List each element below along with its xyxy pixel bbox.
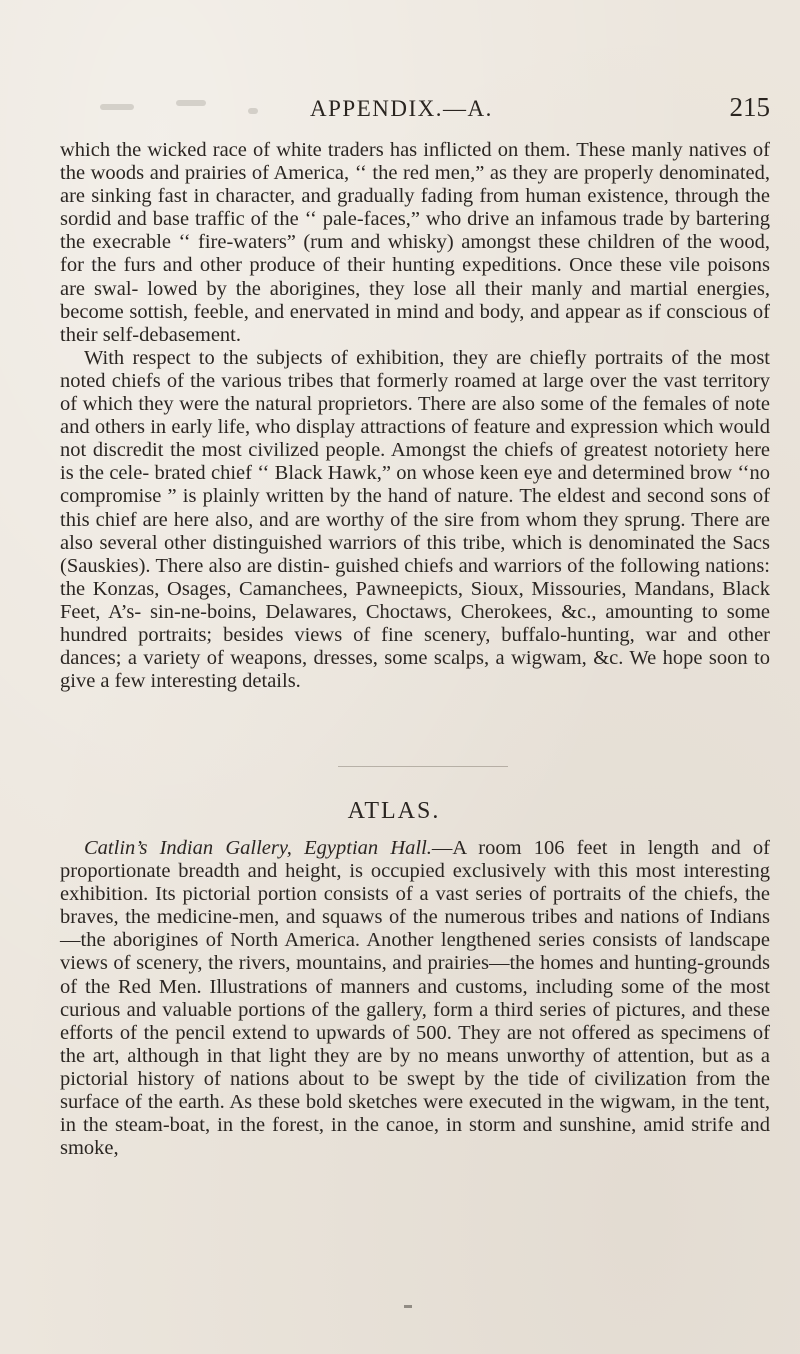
- paragraph-continuation: which the wicked race of white traders has inflicted on them. These manly natives of the woods and prairies of America, ‘‘ the red men,” as they are properly denominated, are sinking fast in character, and gradually fading from human existence, through the sordid and base traffic of the ‘‘ pale-faces,” who drive an infamous trade by bartering the execrable ‘‘ fire-waters” (rum and whisky) amongst these children of the wood, for the furs and other produce of their hunting expeditions. Once these vile poisons are swal- lowed by the aborigines, they lose all their manly and martial energies, become sottish, feeble, and enervated in mind and body, and appear as if conscious of their self-debasement.: [60, 139, 770, 346]
- running-header: [58, 92, 770, 130]
- catchword-mark: [404, 1305, 412, 1308]
- paragraph-exhibition-subjects: With respect to the subjects of exhibition, they are chiefly portraits of the most noted chiefs of the various tribes that formerly roamed at large over the vast territory of which they were the natural proprietors. There are also some of the females of note and others in early life, who display attractions of feature and expression which would not discredit the most civilized people. Amongst the chiefs of greatest notoriety here is the cele- brated chief ‘‘ Black Hawk,” on whose keen eye and determined brow ‘‘no compromise ” is plainly written by the hand of nature. The eldest and second sons of this chief are here also, and are worthy of the sire from whom they sprung. There are also several other distinguished warriors of this tribe, which is denominated the Sacs (Sauskies). There also are distin- guished chiefs and warriors of the following nations: the Konzas, Osages, Camanchees, Pawneepicts, Sioux, Missouries, Mandans, Black Feet, A’s- sin-ne-boins, Delawares, Choctaws, Cherokees, &c., amounting to some hundred portraits; besides views of fine scenery, buffalo-hunting, war and other dances; a variety of weapons, dresses, some scalps, a wigwam, &c. We hope soon to give a few interesting details.: [60, 346, 770, 693]
- paragraph-body: —A room 106 feet in length and of proportionate breadth and height, is occupied exclusively with this most interesting exhibition. Its pictorial portion consists of a vast series of portraits of the chiefs, the braves, the medicine-men, and squaws of the numerous tribes and nations of Indians—the aborigines of North America. Another lengthened series consists of landscape views of scenery, the rivers, mountains, and prairies—the homes and hunting-grounds of the Red Men. Illustrations of manners and customs, including some of the most curious and valuable portions of the gallery, form a third series of pictures, and these efforts of the pencil extend to upwards of 500. They are not offered as specimens of the art, although in that light they are by no means unworthy of attention, but as a pictorial history of nations about to be swept by the tide of civilization from the surface of the earth. As these bold sketches were executed in the wigwam, in the tent, in the steam-boat, in the forest, in the canoe, in storm and sunshine, amid strife and smoke,: [60, 837, 770, 1160]
- paragraph-lead: Catlin’s Indian Gallery, Egyptian Hall.: [84, 837, 432, 859]
- atlas-section-text: [60, 837, 770, 1160]
- running-title: APPENDIX.—A.: [310, 96, 493, 121]
- appendix-text: [60, 139, 770, 693]
- section-title: ATLAS.: [347, 798, 441, 824]
- section-divider: [338, 766, 508, 767]
- paragraph-catlin-gallery: [60, 837, 770, 1160]
- page-number: 215: [729, 92, 770, 122]
